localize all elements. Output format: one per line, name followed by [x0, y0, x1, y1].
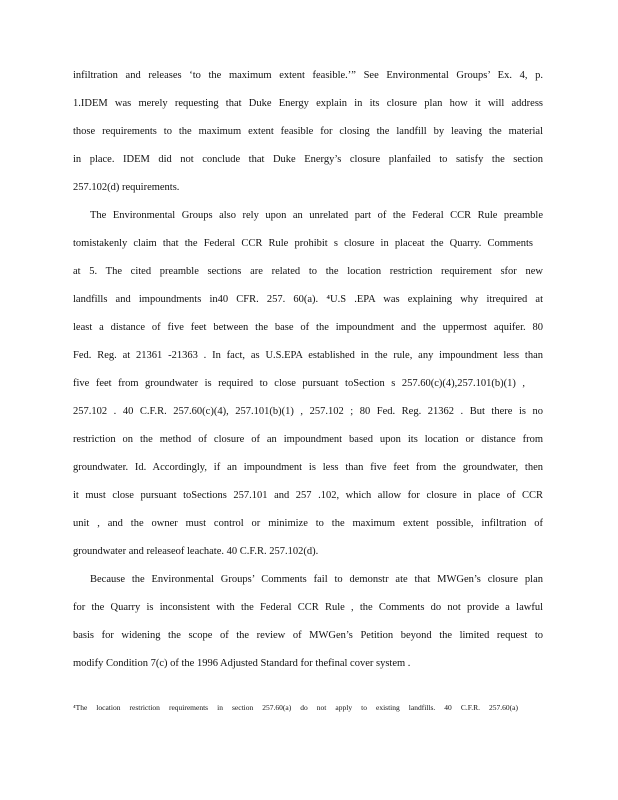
body-line-14: restriction on the method of closure of an impoundment based upon its location or distance from	[73, 434, 543, 445]
body-line-17: unit , and the owner must control or minimize to the maximum extent possible, infiltration of	[73, 518, 543, 529]
body-line-15: groundwater. Id. Accordingly, if an impoundment is less than five feet from the groundwater, then	[73, 462, 543, 473]
body-line-11: Fed. Reg. at 21361 -21363 . In fact, as U.S.EPA established in the rule, any impoundment less than	[73, 350, 543, 361]
footnote: ⁴The location restriction requirements in section 257.60(a) do not apply to existing landfills. 40 C.F.R. 257.60(a)	[73, 703, 518, 712]
body-line-13: 257.102 . 40 C.F.R. 257.60(c)(4), 257.101(b)(1) , 257.102 ; 80 Fed. Reg. 21362 . But there is no	[73, 406, 543, 417]
body-line-19: Because the Environmental Groups’ Comments fail to demonstr ate that MWGen’s closure plan	[90, 574, 543, 585]
body-line-3: those requirements to the maximum extent feasible for closing the landfill by leaving the material	[73, 126, 543, 137]
body-line-2: 1.IDEM was merely requesting that Duke Energy explain in its closure plan how it will address	[73, 98, 543, 109]
body-line-18: groundwater and releaseof leachate. 40 C.F.R. 257.102(d).	[73, 546, 319, 557]
body-line-20: for the Quarry is inconsistent with the Federal CCR Rule , the Comments do not provide a lawful	[73, 602, 543, 613]
body-line-21: basis for widening the scope of the review of MWGen’s Petition beyond the limited request to	[73, 630, 543, 641]
body-line-4: in place. IDEM did not conclude that Duke Energy’s closure planfailed to satisfy the section	[73, 154, 543, 165]
body-line-9: landfills and impoundments in40 CFR. 257. 60(a). ⁴U.S .EPA was explaining why itrequired at	[73, 294, 543, 305]
body-line-8: at 5. The cited preamble sections are related to the location restriction requirement sfor new	[73, 266, 543, 277]
body-line-1: infiltration and releases ‘to the maximum extent feasible.’” See Environmental Groups’ Ex. 4, p.	[73, 70, 543, 81]
body-line-7: tomistakenly claim that the Federal CCR Rule prohibit s closure in placeat the Quarry. Comments	[73, 238, 533, 249]
body-line-12: five feet from groundwater is required to close pursuant toSection s 257.60(c)(4),257.101(b)(1) ,	[73, 378, 525, 389]
body-line-5: 257.102(d) requirements.	[73, 182, 180, 193]
body-line-16: it must close pursuant toSections 257.101 and 257 .102, which allow for closure in place of CCR	[73, 490, 543, 501]
body-line-6: The Environmental Groups also rely upon an unrelated part of the Federal CCR Rule preamble	[90, 210, 543, 221]
body-line-22: modify Condition 7(c) of the 1996 Adjusted Standard for thefinal cover system .	[73, 658, 411, 669]
body-line-10: least a distance of five feet between the base of the impoundment and the uppermost aquifer. 80	[73, 322, 543, 333]
